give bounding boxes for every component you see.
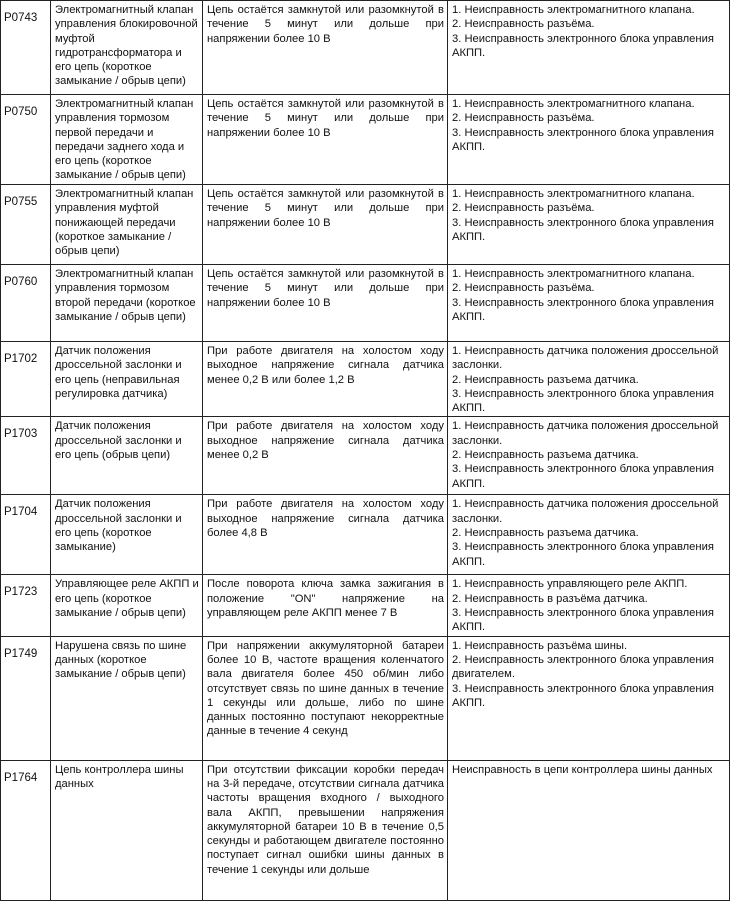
cause-line: 2. Неисправность разъёма.	[452, 18, 595, 31]
fault-causes	[448, 636, 730, 760]
fault-code: P1704	[1, 495, 51, 575]
cause-line: 1. Неисправность управляющего реле АКПП.	[452, 578, 688, 591]
fault-component: Датчик положения дроссельной заслонки и его цепь (обрыв цепи)	[51, 417, 203, 495]
fault-condition: После поворота ключа замка зажигания в положение "ON" напряжение на управляющем реле АКПП менее 7 В	[203, 575, 448, 636]
cause-line: 2. Неисправность разъема датчика.	[452, 527, 639, 540]
cause-line: 3. Неисправность электронного блока управления АКПП.	[452, 216, 714, 243]
fault-condition: Цепь остаётся замкнутой или разомкнутой в течение 5 минут или дольше при напряжении более 10 В	[203, 95, 448, 185]
fault-causes	[448, 265, 730, 342]
fault-causes	[448, 185, 730, 265]
fault-component: Электромагнитный клапан управления тормозом первой передачи и передачи заднего хода и его цепь (короткое замыкание / обрыв цепи)	[51, 95, 203, 185]
cause-line: 2. Неисправность разъема датчика.	[452, 449, 639, 462]
cause-line: Неисправность в цепи контроллера шины данных	[452, 763, 713, 776]
table-row	[1, 95, 730, 185]
cause-line: 3. Неисправность электронного блока управления АКПП.	[452, 463, 714, 490]
fault-causes	[448, 495, 730, 575]
table-row	[1, 265, 730, 342]
fault-condition: При отсутствии фиксации коробки передач на 3-й передаче, отсутствии сигнала датчика частоты вращения входного / выходного вала АКПП, превышении напряжения аккумуляторной батареи 10 В в течение 0,5 секунды и работающем двигателе постоянно поступает сигнал ошибки шины данных в течение 1 секунды или дольше	[203, 760, 448, 900]
cause-line: 2. Неисправность разъема датчика.	[452, 373, 639, 386]
table-row	[1, 495, 730, 575]
fault-code: P1703	[1, 417, 51, 495]
fault-causes	[448, 575, 730, 636]
fault-code: P0755	[1, 185, 51, 265]
cause-line: 1. Неисправность электромагнитного клапана.	[452, 268, 695, 280]
fault-causes	[448, 95, 730, 185]
fault-condition: При напряжении аккумуляторной батареи более 10 В, частоте вращения коленчатого вала двигателя более 450 об/мин либо отсутствует связь по шине данных в течение 1 секунды или дольше, либо по шине данных постоянно поступают некорректные данные в течение 4 секунд	[203, 636, 448, 760]
table-row	[1, 760, 730, 900]
fault-code: P1723	[1, 575, 51, 636]
fault-code: P1749	[1, 636, 51, 760]
cause-line: 3. Неисправность электронного блока управления АКПП.	[452, 607, 714, 634]
fault-component: Управляющее реле АКПП и его цепь (короткое замыкание / обрыв цепи)	[51, 575, 203, 636]
fault-condition: Цепь остаётся замкнутой или разомкнутой в течение 5 минут или дольше при напряжении более 10 В	[203, 185, 448, 265]
fault-code: P0750	[1, 95, 51, 185]
cause-line: 3. Неисправность электронного блока управления АКПП.	[452, 541, 714, 568]
table-row	[1, 342, 730, 417]
fault-condition: При работе двигателя на холостом ходу выходное напряжение сигнала датчика менее 0,2 В	[203, 417, 448, 495]
fault-component: Цепь контроллера шины данных	[51, 760, 203, 900]
cause-line: 1. Неисправность электромагнитного клапана.	[452, 188, 695, 200]
cause-line: 1. Неисправность датчика положения дроссельной заслонки.	[452, 498, 719, 525]
fault-code: P0743	[1, 1, 51, 95]
fault-component: Электромагнитный клапан управления тормозом второй передачи (короткое замыкание / обрыв цепи)	[51, 265, 203, 342]
fault-component: Датчик положения дроссельной заслонки и его цепь (неправильная регулировка датчика)	[51, 342, 203, 417]
cause-line: 1. Неисправность датчика положения дроссельной заслонки.	[452, 345, 719, 372]
fault-code: P1764	[1, 760, 51, 900]
table-row	[1, 417, 730, 495]
fault-causes	[448, 1, 730, 95]
fault-condition: При работе двигателя на холостом ходу выходное напряжение сигнала датчика более 4,8 В	[203, 495, 448, 575]
fault-condition: Цепь остаётся замкнутой или разомкнутой в течение 5 минут или дольше при напряжении более 10 В	[203, 1, 448, 95]
table-row	[1, 575, 730, 636]
table-row	[1, 185, 730, 265]
fault-code: P0760	[1, 265, 51, 342]
cause-line: 3. Неисправность электронного блока управления АКПП.	[452, 296, 714, 323]
cause-line: 1. Неисправность датчика положения дроссельной заслонки.	[452, 420, 719, 447]
fault-causes	[448, 760, 730, 900]
cause-line: 2. Неисправность разъёма.	[452, 202, 595, 215]
fault-code: P1702	[1, 342, 51, 417]
cause-line: 1. Неисправность электромагнитного клапана.	[452, 4, 695, 16]
fault-causes	[448, 417, 730, 495]
fault-causes	[448, 342, 730, 417]
cause-line: 3. Неисправность электронного блока управления АКПП.	[452, 126, 714, 153]
cause-line: 1. Неисправность разъёма шины.	[452, 639, 628, 652]
cause-line: 2. Неисправность в разъёма датчика.	[452, 592, 648, 605]
fault-component: Нарушена связь по шине данных (короткое замыкание / обрыв цепи)	[51, 636, 203, 760]
fault-condition: Цепь остаётся замкнутой или разомкнутой в течение 5 минут или дольше при напряжении более 10 В	[203, 265, 448, 342]
fault-component: Электромагнитный клапан управления муфтой понижающей передачи (короткое замыкание / обрыв цепи)	[51, 185, 203, 265]
cause-line: 2. Неисправность разъёма.	[452, 282, 595, 295]
fault-component: Электромагнитный клапан управления блокировочной муфтой гидротрансформатора и его цепь (короткое замыкание / обрыв цепи)	[51, 1, 203, 95]
cause-line: 2. Неисправность разъёма.	[452, 112, 595, 125]
cause-line: 3. Неисправность электронного блока управления АКПП.	[452, 387, 714, 415]
cause-line: 3. Неисправность электронного блока управления АКПП.	[452, 682, 714, 709]
fault-condition: При работе двигателя на холостом ходу выходное напряжение сигнала датчика менее 0,2 В или более 1,2 В	[203, 342, 448, 417]
cause-line: 2. Неисправность электронного блока управления двигателем.	[452, 653, 714, 681]
cause-line: 1. Неисправность электромагнитного клапана.	[452, 98, 695, 110]
fault-component: Датчик положения дроссельной заслонки и его цепь (короткое замыкание)	[51, 495, 203, 575]
cause-line: 3. Неисправность электронного блока управления АКПП.	[452, 32, 714, 59]
table-row	[1, 636, 730, 760]
table-row	[1, 1, 730, 95]
